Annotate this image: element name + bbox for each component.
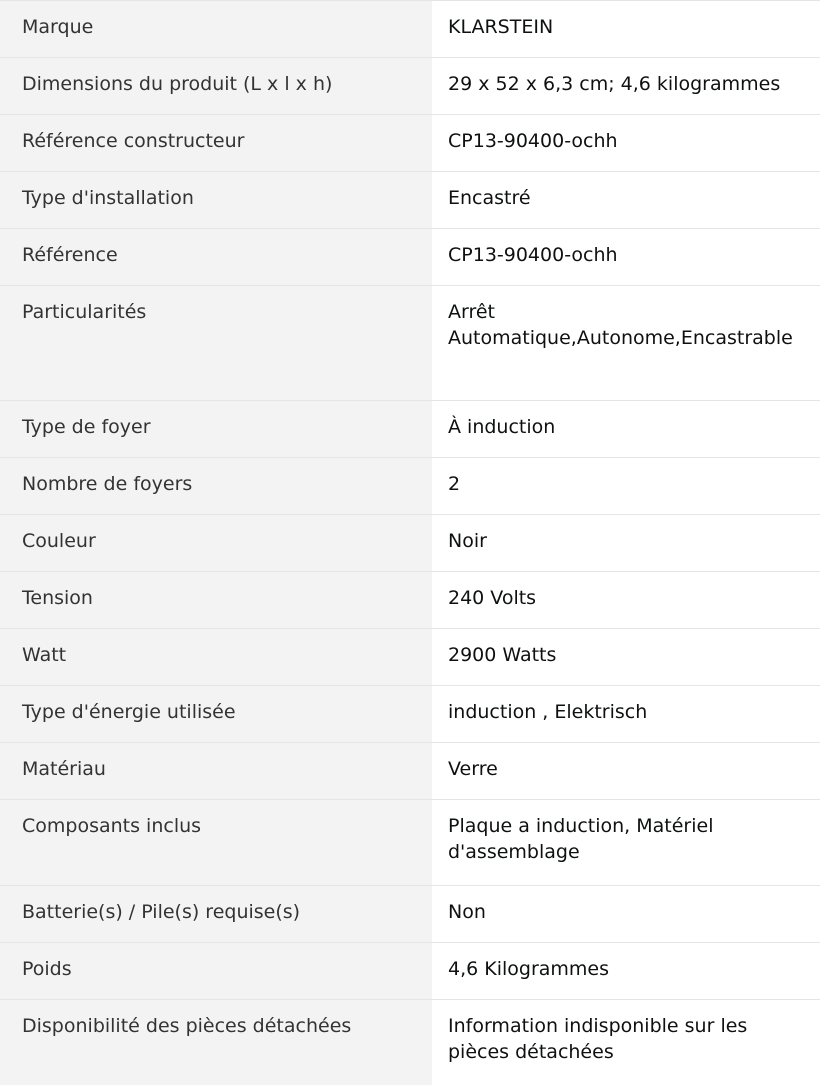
spec-value: KLARSTEIN bbox=[448, 16, 554, 38]
spec-row-reference bbox=[0, 228, 820, 285]
spec-value: Information indisponible sur les pièces détachées bbox=[448, 1015, 748, 1063]
spec-value: Plaque a induction, Matériel d'assemblage bbox=[448, 815, 714, 863]
spec-value: CP13-90400-ochh bbox=[448, 244, 618, 266]
spec-label: Référence constructeur bbox=[0, 115, 432, 171]
spec-label: Disponibilité des pièces détachées bbox=[0, 1000, 432, 1085]
spec-label: Composants inclus bbox=[0, 800, 432, 885]
spec-row-spare-parts bbox=[0, 999, 820, 1085]
spec-value: 2 bbox=[448, 473, 461, 495]
spec-row-features bbox=[0, 285, 820, 400]
spec-label: Type de foyer bbox=[0, 401, 432, 457]
spec-row-dimensions bbox=[0, 57, 820, 114]
spec-row-manufacturer-ref bbox=[0, 114, 820, 171]
spec-value: Encastré bbox=[448, 187, 531, 209]
spec-row-included-components bbox=[0, 799, 820, 885]
spec-row-hob-type bbox=[0, 400, 820, 457]
spec-value: CP13-90400-ochh bbox=[448, 130, 618, 152]
spec-label: Matériau bbox=[0, 743, 432, 799]
spec-label: Tension bbox=[0, 572, 432, 628]
spec-row-energy-type bbox=[0, 685, 820, 742]
spec-label: Référence bbox=[0, 229, 432, 285]
spec-row-material bbox=[0, 742, 820, 799]
spec-value: À induction bbox=[448, 416, 556, 438]
spec-value: Arrêt Automatique,Autonome,Encastrable bbox=[448, 301, 793, 349]
spec-label: Particularités bbox=[0, 286, 432, 400]
spec-value: 4,6 Kilogrammes bbox=[448, 958, 610, 980]
spec-row-weight bbox=[0, 942, 820, 999]
spec-value: 29 x 52 x 6,3 cm; 4,6 kilogrammes bbox=[448, 73, 781, 95]
spec-value: 2900 Watts bbox=[448, 644, 557, 666]
spec-row-batteries-required bbox=[0, 885, 820, 942]
spec-value: Verre bbox=[448, 758, 498, 780]
spec-label: Couleur bbox=[0, 515, 432, 571]
spec-row-brand bbox=[0, 0, 820, 57]
spec-value: 240 Volts bbox=[448, 587, 537, 609]
spec-value: induction , Elektrisch bbox=[448, 701, 648, 723]
spec-row-installation-type bbox=[0, 171, 820, 228]
spec-label: Marque bbox=[0, 1, 432, 57]
spec-label: Dimensions du produit (L x l x h) bbox=[0, 58, 432, 114]
spec-row-color bbox=[0, 514, 820, 571]
spec-value: Noir bbox=[448, 530, 487, 552]
spec-label: Type d'installation bbox=[0, 172, 432, 228]
spec-label: Batterie(s) / Pile(s) requise(s) bbox=[0, 886, 432, 942]
spec-label: Watt bbox=[0, 629, 432, 685]
spec-label: Nombre de foyers bbox=[0, 458, 432, 514]
spec-label: Type d'énergie utilisée bbox=[0, 686, 432, 742]
spec-label: Poids bbox=[0, 943, 432, 999]
spec-row-wattage bbox=[0, 628, 820, 685]
spec-row-voltage bbox=[0, 571, 820, 628]
spec-row-burner-count bbox=[0, 457, 820, 514]
spec-value: Non bbox=[448, 901, 486, 923]
